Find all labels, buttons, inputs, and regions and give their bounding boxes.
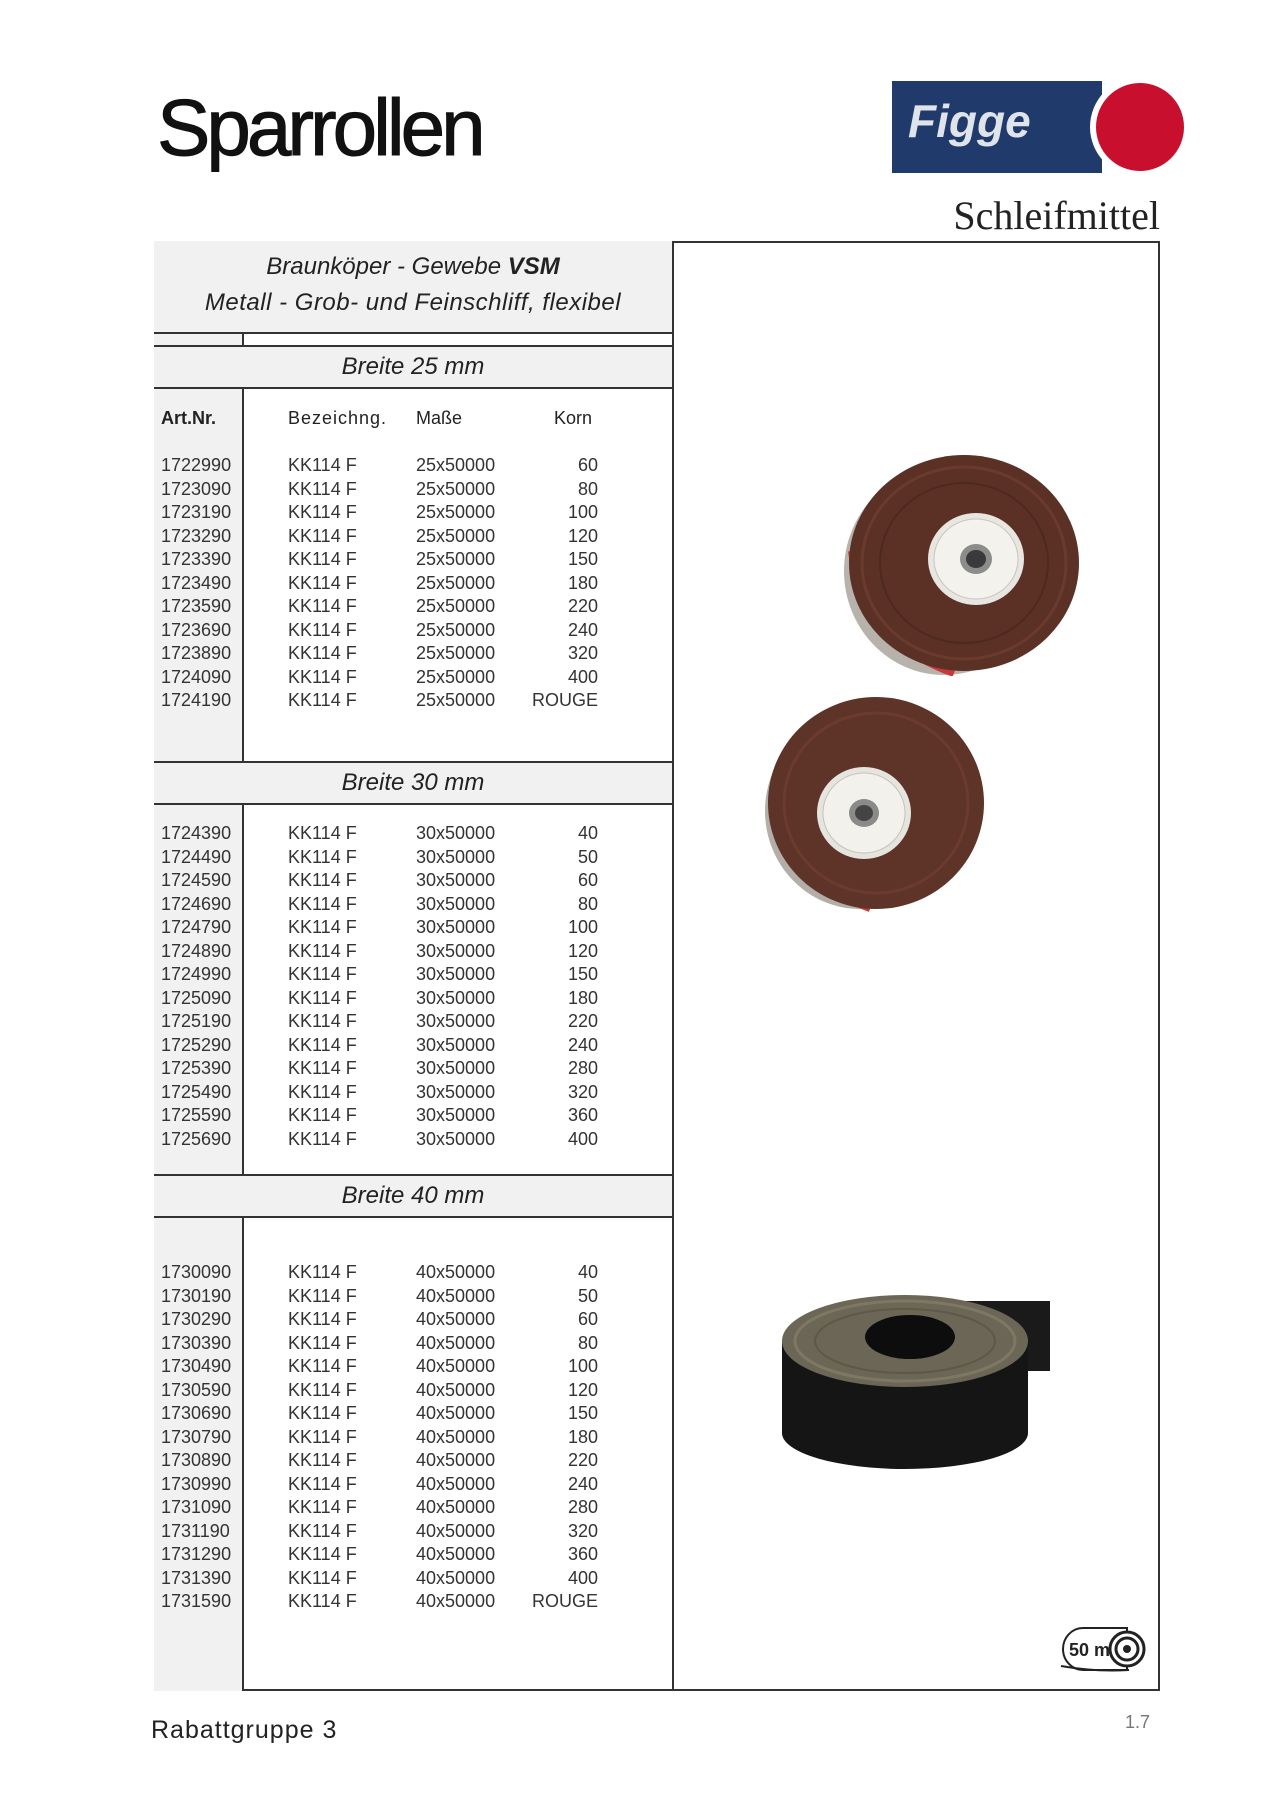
cell-art: 1724190 [161,690,232,710]
cell-mas: 25x50000 [416,549,496,569]
cell-bez: KK114 F [288,1128,357,1149]
cell-korn: 400 [567,1128,598,1149]
cell-korn: 360 [567,1105,598,1125]
cell-mas: 25x50000 [416,525,496,546]
cell-art: 1730090 [161,1262,232,1282]
cell-art: 1723190 [161,502,232,522]
cell-art: 1725490 [161,1081,232,1102]
cell-korn: 320 [567,643,598,663]
cell-bez: KK114 F [288,1332,357,1353]
cell-mas: 40x50000 [416,1332,496,1353]
cell-mas: 30x50000 [416,1034,496,1055]
cell-art: 1725590 [161,1105,232,1125]
cell-mas: 30x50000 [416,917,496,937]
cell-korn: 80 [577,1332,598,1353]
cell-bez: KK114 F [288,1497,357,1517]
cell-korn: 400 [567,666,598,687]
cell-art: 1730190 [161,1285,232,1306]
cell-bez: KK114 F [288,455,357,475]
product-description [154,241,672,334]
table-row [154,526,672,550]
cell-art: 1730990 [161,1473,232,1494]
cell-mas: 40x50000 [416,1403,496,1423]
cell-bez: KK114 F [288,1034,357,1055]
cell-mas: 40x50000 [416,1309,496,1329]
cell-bez: KK114 F [288,666,357,687]
cell-korn: 50 [577,846,598,867]
cell-art: 1730590 [161,1379,232,1400]
cell-mas: 30x50000 [416,1128,496,1149]
svg-text:Figge: Figge [908,95,1031,147]
table-row [154,1497,672,1521]
cell-mas: 25x50000 [416,619,496,640]
table-row [154,823,672,847]
table-row [154,1105,672,1129]
table-row [154,1058,672,1082]
length-badge-label: 50 m [1069,1640,1111,1660]
cell-bez: KK114 F [288,940,357,961]
cell-korn: 50 [577,1285,598,1306]
cell-korn: 120 [567,525,598,546]
cell-bez: KK114 F [288,549,357,569]
cell-mas: 30x50000 [416,893,496,914]
cell-bez: KK114 F [288,1356,357,1376]
cell-bez: KK114 F [288,917,357,937]
cell-bez: KK114 F [288,478,357,499]
cell-korn: 60 [577,455,598,475]
cell-korn: 180 [567,572,598,593]
cell-art: 1730490 [161,1356,232,1376]
cell-art: 1724490 [161,846,232,867]
cell-art: 1724390 [161,823,232,843]
table-row [154,1521,672,1545]
cell-mas: 30x50000 [416,846,496,867]
cell-art: 1731090 [161,1497,232,1517]
table-row [154,964,672,988]
cell-mas: 40x50000 [416,1567,496,1588]
cell-art: 1725190 [161,1011,232,1031]
cell-bez: KK114 F [288,964,357,984]
cell-mas: 40x50000 [416,1262,496,1282]
cell-korn: 40 [577,1262,598,1282]
cell-mas: 30x50000 [416,1081,496,1102]
cell-art: 1731590 [161,1591,232,1611]
cell-art: 1731290 [161,1544,232,1564]
column-header-row [154,408,672,432]
cell-bez: KK114 F [288,1520,357,1541]
abrasive-roll-30mm-image [760,691,990,913]
section-heading-25mm: Breite 25 mm [154,345,672,389]
cell-art: 1723390 [161,549,232,569]
cell-art: 1723590 [161,596,232,616]
cell-mas: 25x50000 [416,690,496,710]
cell-mas: 25x50000 [416,666,496,687]
page-number: 1.7 [1125,1712,1151,1732]
cell-art: 1723890 [161,643,232,663]
cell-bez: KK114 F [288,823,357,843]
table-row [154,549,672,573]
cell-bez: KK114 F [288,1058,357,1078]
discount-group: Rabattgruppe 3 [151,1716,338,1744]
cell-korn: 240 [567,619,598,640]
table-row [154,1035,672,1059]
cell-bez: KK114 F [288,1544,357,1564]
table-row [154,847,672,871]
cell-art: 1730290 [161,1309,232,1329]
cell-mas: 40x50000 [416,1450,496,1470]
table-row [154,1591,672,1615]
cell-mas: 30x50000 [416,1105,496,1125]
table-row [154,1356,672,1380]
cell-mas: 40x50000 [416,1473,496,1494]
cell-bez: KK114 F [288,987,357,1008]
brand-vsm: VSM [507,253,560,280]
cell-mas: 25x50000 [416,478,496,499]
cell-bez: KK114 F [288,1285,357,1306]
brand-subtitle: Schleifmittel [953,193,1160,238]
cell-korn: 180 [567,987,598,1008]
cell-korn: 220 [567,1450,598,1470]
cell-bez: KK114 F [288,643,357,663]
table-row [154,667,672,691]
cell-bez: KK114 F [288,572,357,593]
cell-bez: KK114 F [288,690,357,710]
table-row [154,479,672,503]
page-title: Sparrollen [157,83,482,172]
cell-korn: 80 [577,893,598,914]
cell-mas: 40x50000 [416,1497,496,1517]
table-row [154,1082,672,1106]
cell-korn: 240 [567,1034,598,1055]
cell-korn: 80 [577,478,598,499]
cell-art: 1725390 [161,1058,232,1078]
table-row [154,596,672,620]
cell-mas: 40x50000 [416,1426,496,1447]
cell-korn: 400 [567,1567,598,1588]
table-row [154,573,672,597]
cell-mas: 25x50000 [416,455,496,475]
cell-bez: KK114 F [288,1450,357,1470]
cell-mas: 40x50000 [416,1285,496,1306]
cell-mas: 30x50000 [416,870,496,890]
cell-art: 1731190 [161,1520,230,1541]
cell-korn: 220 [567,1011,598,1031]
table-row [154,870,672,894]
cell-art: 1731390 [161,1567,232,1588]
figge-logo [892,77,1187,177]
product-table [154,241,674,1691]
section-heading-40mm: Breite 40 mm [154,1174,672,1218]
cell-korn: ROUGE [531,1591,598,1611]
cell-korn: 360 [567,1544,598,1564]
table-row [154,1309,672,1333]
cell-mas: 40x50000 [416,1591,496,1611]
cell-korn: 320 [567,1520,598,1541]
cell-korn: 220 [567,596,598,616]
cell-mas: 30x50000 [416,823,496,843]
table-row [154,620,672,644]
cell-korn: 120 [567,1379,598,1400]
table-row [154,1286,672,1310]
table-row [154,502,672,526]
table-row [154,1450,672,1474]
cell-bez: KK114 F [288,596,357,616]
cell-art: 1722990 [161,455,232,475]
cell-art: 1725290 [161,1034,232,1055]
column-header-bez: Bezeichng. [288,408,388,428]
table-row [154,1011,672,1035]
cell-korn: 150 [567,549,598,569]
cell-bez: KK114 F [288,1081,357,1102]
cell-mas: 25x50000 [416,596,496,616]
cell-bez: KK114 F [288,1379,357,1400]
cell-bez: KK114 F [288,502,357,522]
table-row [154,894,672,918]
cell-art: 1724990 [161,964,232,984]
table-row [154,1262,672,1286]
cell-mas: 40x50000 [416,1356,496,1376]
cell-korn: 180 [567,1426,598,1447]
table-row [154,1427,672,1451]
cell-art: 1730690 [161,1403,232,1423]
cell-art: 1724090 [161,666,232,687]
cell-art: 1724590 [161,870,232,890]
table-row [154,455,672,479]
cell-mas: 30x50000 [416,1058,496,1078]
table-row [154,941,672,965]
cell-bez: KK114 F [288,1011,357,1031]
cell-art: 1723290 [161,525,232,546]
cell-art: 1723090 [161,478,232,499]
table-row [154,1568,672,1592]
table-row [154,1129,672,1153]
section-heading-30mm: Breite 30 mm [154,761,672,805]
table-row [154,1380,672,1404]
cell-art: 1723490 [161,572,232,593]
cell-korn: 60 [577,870,598,890]
cell-art: 1723690 [161,619,232,640]
table-row [154,1333,672,1357]
cell-bez: KK114 F [288,893,357,914]
cell-korn: 150 [567,1403,598,1423]
table-row [154,917,672,941]
cell-art: 1730890 [161,1450,232,1470]
cell-bez: KK114 F [288,1591,357,1611]
cell-mas: 25x50000 [416,502,496,522]
material-text: Braunköper - Gewebe [266,253,502,280]
cell-mas: 30x50000 [416,964,496,984]
cell-art: 1725690 [161,1128,232,1149]
cell-korn: 100 [567,1356,598,1376]
cell-korn: 280 [567,1058,598,1078]
cell-art: 1724890 [161,940,232,961]
cell-art: 1730790 [161,1426,232,1447]
table-row [154,1474,672,1498]
cell-art: 1724690 [161,893,232,914]
cell-korn: 40 [577,823,598,843]
cell-mas: 30x50000 [416,987,496,1008]
cell-art: 1730390 [161,1332,232,1353]
table-row [154,988,672,1012]
usage-text: Metall - Grob- und Feinschliff, flexibel [204,289,622,316]
cell-mas: 25x50000 [416,643,496,663]
cell-korn: ROUGE [531,690,598,710]
cell-mas: 25x50000 [416,572,496,593]
cell-bez: KK114 F [288,1262,357,1282]
cell-bez: KK114 F [288,846,357,867]
cell-bez: KK114 F [288,1105,357,1125]
cell-bez: KK114 F [288,619,357,640]
cell-korn: 60 [577,1309,598,1329]
column-header-korn: Korn [554,408,593,428]
cell-korn: 100 [567,917,598,937]
table-row [154,690,672,714]
cell-bez: KK114 F [288,1473,357,1494]
cell-mas: 40x50000 [416,1520,496,1541]
cell-art: 1724790 [161,917,232,937]
column-header-mas: Maße [416,408,463,428]
table-row [154,1544,672,1568]
length-badge [1055,1626,1147,1672]
cell-bez: KK114 F [288,870,357,890]
cell-korn: 150 [567,964,598,984]
abrasive-roll-40mm-image [782,1271,1056,1471]
cell-korn: 120 [567,940,598,961]
cell-bez: KK114 F [288,1567,357,1588]
column-header-art: Art.Nr. [161,408,217,428]
table-row [154,1403,672,1427]
table-row [154,643,672,667]
cell-mas: 40x50000 [416,1379,496,1400]
cell-korn: 240 [567,1473,598,1494]
cell-korn: 280 [567,1497,598,1517]
cell-korn: 100 [567,502,598,522]
cell-bez: KK114 F [288,1403,357,1423]
abrasive-roll-25mm-image [834,451,1094,676]
cell-art: 1725090 [161,987,232,1008]
cell-bez: KK114 F [288,1426,357,1447]
product-images [674,241,1160,1691]
cell-bez: KK114 F [288,1309,357,1329]
cell-korn: 320 [567,1081,598,1102]
cell-mas: 40x50000 [416,1544,496,1564]
cell-mas: 30x50000 [416,1011,496,1031]
cell-bez: KK114 F [288,525,357,546]
cell-mas: 30x50000 [416,940,496,961]
